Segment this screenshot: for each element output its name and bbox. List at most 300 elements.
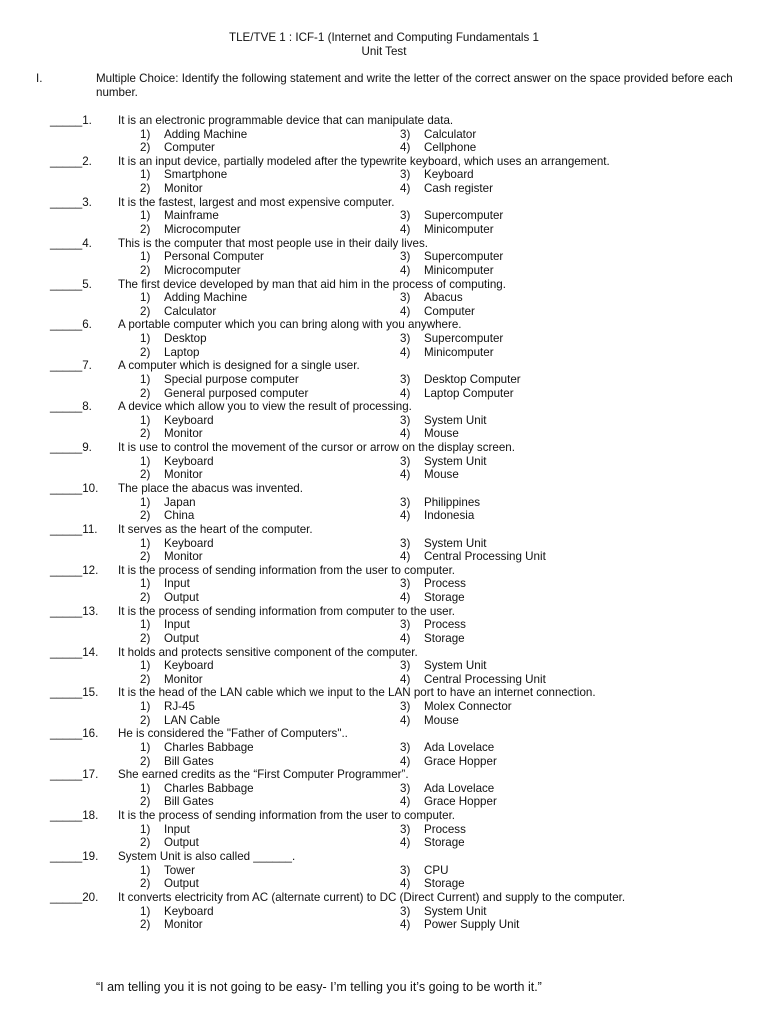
option-text: Keyboard bbox=[424, 168, 474, 182]
answer-blank[interactable]: _____15. bbox=[50, 686, 99, 700]
option-text: Output bbox=[164, 590, 199, 604]
question-item bbox=[0, 523, 768, 564]
question-line bbox=[50, 318, 462, 332]
option-row bbox=[140, 509, 740, 523]
question-text: It is an electronic programmable device that can manipulate data. bbox=[118, 114, 454, 127]
option-number: 2) bbox=[140, 795, 151, 809]
question-text: It is the fastest, largest and most expensive computer. bbox=[118, 195, 395, 209]
option-text: Input bbox=[164, 618, 190, 632]
option-row bbox=[140, 591, 740, 605]
option-number: 4) bbox=[400, 713, 411, 727]
option-number: 2) bbox=[140, 345, 151, 359]
answer-option bbox=[400, 632, 465, 646]
option-text: Calculator bbox=[424, 127, 477, 141]
option-text: Microcomputer bbox=[164, 263, 241, 277]
answer-option bbox=[140, 509, 194, 523]
option-text: Minicomputer bbox=[424, 263, 494, 277]
option-number: 3) bbox=[400, 413, 411, 427]
option-row bbox=[140, 632, 740, 646]
option-number: 4) bbox=[400, 918, 411, 932]
option-text: System Unit bbox=[424, 454, 487, 468]
answer-option bbox=[400, 577, 466, 591]
option-text: Supercomputer bbox=[424, 250, 504, 264]
answer-option bbox=[400, 864, 448, 878]
option-text: Cellphone bbox=[424, 141, 477, 155]
answer-option bbox=[140, 659, 214, 673]
option-number: 3) bbox=[400, 495, 411, 509]
question-line bbox=[50, 686, 596, 700]
answer-option bbox=[140, 427, 203, 441]
option-text: Calculator bbox=[164, 304, 217, 318]
option-text: Minicomputer bbox=[424, 345, 494, 359]
option-row bbox=[140, 714, 740, 728]
option-text: Monitor bbox=[164, 672, 203, 686]
option-text: LAN Cable bbox=[164, 713, 221, 727]
option-text: Storage bbox=[424, 590, 465, 604]
option-number: 2) bbox=[140, 386, 151, 400]
option-number: 1) bbox=[140, 618, 151, 632]
option-text: Bill Gates bbox=[164, 754, 214, 768]
option-number: 4) bbox=[400, 304, 411, 318]
option-number: 3) bbox=[400, 372, 411, 386]
option-number: 1) bbox=[140, 168, 151, 182]
option-row bbox=[140, 305, 740, 319]
question-line bbox=[50, 645, 418, 660]
option-text: Japan bbox=[164, 495, 196, 509]
option-number: 2) bbox=[140, 468, 151, 482]
option-text: System Unit bbox=[424, 904, 487, 918]
question-line bbox=[50, 809, 456, 823]
answer-option bbox=[400, 332, 503, 346]
option-number: 1) bbox=[140, 291, 151, 305]
option-number: 1) bbox=[140, 250, 151, 264]
option-text: Input bbox=[164, 822, 190, 836]
question-text: She earned credits as the “First Computer Programmer”. bbox=[118, 768, 409, 782]
option-row bbox=[140, 250, 740, 264]
answer-option bbox=[140, 373, 299, 387]
option-text: Laptop Computer bbox=[424, 386, 514, 400]
option-number: 1) bbox=[140, 700, 151, 714]
answer-option bbox=[140, 550, 203, 564]
question-line bbox=[50, 400, 412, 414]
option-number: 3) bbox=[400, 577, 411, 591]
option-text: Output bbox=[164, 631, 199, 645]
option-text: General purposed computer bbox=[164, 386, 309, 400]
option-text: Mouse bbox=[424, 468, 459, 482]
question-item bbox=[0, 564, 768, 605]
option-row bbox=[140, 414, 740, 428]
answer-option bbox=[140, 250, 264, 264]
answer-option bbox=[140, 795, 214, 809]
option-text: Monitor bbox=[164, 550, 203, 564]
answer-option bbox=[140, 496, 196, 510]
option-number: 4) bbox=[400, 672, 411, 686]
answer-blank[interactable]: _____1. bbox=[50, 114, 92, 127]
option-row bbox=[140, 182, 740, 196]
answer-option bbox=[400, 128, 476, 142]
option-row bbox=[140, 373, 740, 387]
question-text: System Unit is also called ______. bbox=[118, 850, 296, 864]
option-row bbox=[140, 468, 740, 482]
option-number: 1) bbox=[140, 332, 151, 346]
answer-option bbox=[140, 387, 308, 401]
option-text: Ada Lovelace bbox=[424, 781, 495, 795]
answer-option bbox=[140, 305, 216, 319]
option-row bbox=[140, 264, 740, 278]
option-number: 2) bbox=[140, 590, 151, 604]
question-text: It is the process of sending information from the user to computer. bbox=[118, 809, 456, 823]
answer-option bbox=[400, 905, 487, 919]
option-row bbox=[140, 168, 740, 182]
answer-option bbox=[140, 346, 199, 360]
question-line bbox=[50, 195, 395, 210]
option-number: 1) bbox=[140, 536, 151, 550]
option-row bbox=[140, 673, 740, 687]
section-instructions: Multiple Choice: Identify the following statement and write the letter of the correct answer on the space provided before each number. bbox=[96, 72, 733, 99]
option-text: Laptop bbox=[164, 345, 200, 359]
question-item bbox=[0, 646, 768, 687]
answer-option bbox=[400, 305, 475, 319]
option-number: 2) bbox=[140, 631, 151, 645]
answer-blank[interactable]: _____10. bbox=[50, 482, 99, 496]
option-text: Molex Connector bbox=[424, 700, 512, 714]
answer-option bbox=[400, 550, 546, 564]
answer-option bbox=[140, 168, 227, 182]
answer-option bbox=[140, 591, 199, 605]
question-item bbox=[0, 318, 768, 359]
question-text: A portable computer which you can bring along with you anywhere. bbox=[118, 318, 462, 332]
option-row bbox=[140, 209, 740, 223]
option-number: 4) bbox=[400, 754, 411, 768]
option-number: 4) bbox=[400, 468, 411, 482]
option-row bbox=[140, 455, 740, 469]
option-text: Supercomputer bbox=[424, 209, 504, 223]
option-row bbox=[140, 577, 740, 591]
answer-blank[interactable]: _____9. bbox=[50, 441, 92, 455]
option-row bbox=[140, 387, 740, 401]
option-number: 2) bbox=[140, 836, 151, 850]
question-text: He is considered the "Father of Computers".. bbox=[118, 727, 348, 741]
option-number: 3) bbox=[400, 127, 411, 141]
question-line bbox=[50, 850, 296, 864]
answer-blank[interactable]: _____2. bbox=[50, 154, 92, 168]
answer-option bbox=[140, 741, 254, 755]
answer-option bbox=[140, 577, 190, 591]
option-number: 2) bbox=[140, 427, 151, 441]
document-title bbox=[0, 31, 768, 59]
answer-option bbox=[140, 823, 190, 837]
option-text: Input bbox=[164, 577, 190, 591]
answer-option bbox=[140, 755, 214, 769]
option-row bbox=[140, 918, 740, 932]
question-item bbox=[0, 400, 768, 441]
question-line bbox=[50, 727, 348, 741]
question-item bbox=[0, 278, 768, 319]
answer-blank[interactable]: _____11. bbox=[50, 522, 98, 536]
answer-option bbox=[140, 455, 214, 469]
option-text: Keyboard bbox=[164, 659, 214, 673]
answer-option bbox=[140, 632, 199, 646]
option-text: Output bbox=[164, 877, 199, 891]
question-list bbox=[0, 114, 768, 932]
answer-option bbox=[140, 537, 214, 551]
option-text: Computer bbox=[424, 304, 475, 318]
answer-option bbox=[140, 468, 203, 482]
option-text: Mouse bbox=[424, 427, 459, 441]
option-number: 1) bbox=[140, 454, 151, 468]
option-number: 1) bbox=[140, 495, 151, 509]
answer-option bbox=[400, 468, 459, 482]
answer-blank[interactable]: _____12. bbox=[50, 563, 99, 577]
answer-option bbox=[140, 618, 190, 632]
answer-option bbox=[140, 673, 203, 687]
answer-option bbox=[400, 373, 521, 387]
answer-option bbox=[400, 836, 465, 850]
answer-option bbox=[400, 795, 497, 809]
option-number: 4) bbox=[400, 141, 411, 155]
answer-blank[interactable]: _____18. bbox=[50, 809, 99, 823]
question-line bbox=[50, 890, 626, 905]
option-number: 3) bbox=[400, 822, 411, 836]
answer-option bbox=[400, 427, 459, 441]
question-text: It serves as the heart of the computer. bbox=[118, 522, 313, 536]
option-row bbox=[140, 291, 740, 305]
option-number: 3) bbox=[400, 291, 411, 305]
question-item bbox=[0, 155, 768, 196]
answer-option bbox=[400, 496, 480, 510]
option-text: Keyboard bbox=[164, 454, 214, 468]
answer-blank[interactable]: _____4. bbox=[50, 236, 92, 250]
answer-option bbox=[140, 182, 203, 196]
option-text: CPU bbox=[424, 863, 449, 877]
option-number: 3) bbox=[400, 863, 411, 877]
option-number: 1) bbox=[140, 413, 151, 427]
option-text: Mouse bbox=[424, 713, 459, 727]
option-text: Computer bbox=[164, 141, 215, 155]
answer-option bbox=[400, 918, 519, 932]
option-row bbox=[140, 128, 740, 142]
option-number: 1) bbox=[140, 863, 151, 877]
option-row bbox=[140, 223, 740, 237]
option-number: 1) bbox=[140, 740, 151, 754]
question-line bbox=[50, 522, 313, 537]
option-text: Monitor bbox=[164, 182, 203, 196]
option-number: 2) bbox=[140, 672, 151, 686]
option-text: Grace Hopper bbox=[424, 795, 497, 809]
answer-option bbox=[140, 836, 199, 850]
option-number: 4) bbox=[400, 590, 411, 604]
option-text: Power Supply Unit bbox=[424, 918, 520, 932]
option-number: 3) bbox=[400, 659, 411, 673]
option-number: 2) bbox=[140, 141, 151, 155]
option-text: Adding Machine bbox=[164, 291, 248, 305]
option-text: Keyboard bbox=[164, 413, 214, 427]
option-row bbox=[140, 905, 740, 919]
question-item bbox=[0, 114, 768, 155]
question-item bbox=[0, 441, 768, 482]
option-text: Storage bbox=[424, 877, 465, 891]
answer-blank[interactable]: _____8. bbox=[50, 400, 92, 414]
option-row bbox=[140, 332, 740, 346]
answer-option bbox=[400, 250, 503, 264]
question-text: It is the process of sending information from computer to the user. bbox=[118, 604, 456, 618]
option-number: 4) bbox=[400, 345, 411, 359]
answer-option bbox=[140, 877, 199, 891]
question-text: The place the abacus was invented. bbox=[118, 482, 303, 496]
answer-option bbox=[400, 387, 514, 401]
option-number: 1) bbox=[140, 904, 151, 918]
question-text: This is the computer that most people use in their daily lives. bbox=[118, 236, 428, 250]
option-number: 4) bbox=[400, 386, 411, 400]
answer-option bbox=[400, 182, 493, 196]
option-row bbox=[140, 550, 740, 564]
question-line bbox=[50, 482, 303, 496]
option-text: Supercomputer bbox=[424, 332, 504, 346]
section-number: I. bbox=[36, 72, 43, 85]
answer-option bbox=[400, 700, 512, 714]
option-number: 3) bbox=[400, 700, 411, 714]
option-text: Charles Babbage bbox=[164, 740, 254, 754]
answer-blank[interactable]: _____3. bbox=[50, 195, 92, 209]
option-text: Process bbox=[424, 822, 466, 836]
answer-option bbox=[400, 537, 487, 551]
option-number: 3) bbox=[400, 536, 411, 550]
question-item bbox=[0, 768, 768, 809]
option-text: Minicomputer bbox=[424, 222, 494, 236]
option-text: Special purpose computer bbox=[164, 372, 299, 386]
option-text: Monitor bbox=[164, 918, 203, 932]
answer-blank[interactable]: _____16. bbox=[50, 727, 99, 741]
option-text: Monitor bbox=[164, 468, 203, 482]
answer-option bbox=[400, 168, 474, 182]
option-row bbox=[140, 795, 740, 809]
answer-blank[interactable]: _____17. bbox=[50, 768, 99, 782]
option-text: Output bbox=[164, 836, 199, 850]
answer-option bbox=[400, 714, 459, 728]
question-line bbox=[50, 768, 409, 782]
option-text: Storage bbox=[424, 631, 465, 645]
answer-option bbox=[400, 209, 503, 223]
option-number: 2) bbox=[140, 263, 151, 277]
option-text: Bill Gates bbox=[164, 795, 214, 809]
option-row bbox=[140, 659, 740, 673]
option-text: Tower bbox=[164, 863, 195, 877]
option-number: 3) bbox=[400, 781, 411, 795]
option-number: 3) bbox=[400, 209, 411, 223]
question-item bbox=[0, 359, 768, 400]
option-number: 1) bbox=[140, 372, 151, 386]
answer-option bbox=[400, 755, 497, 769]
answer-option bbox=[400, 141, 476, 155]
question-line bbox=[50, 441, 515, 455]
question-item bbox=[0, 237, 768, 278]
answer-blank[interactable]: _____6. bbox=[50, 318, 92, 332]
answer-option bbox=[400, 509, 474, 523]
option-row bbox=[140, 782, 740, 796]
question-text: The first device developed by man that aid him in the process of computing. bbox=[118, 277, 506, 291]
answer-blank[interactable]: _____20. bbox=[50, 890, 99, 904]
option-number: 1) bbox=[140, 822, 151, 836]
answer-option bbox=[400, 264, 494, 278]
option-text: RJ-45 bbox=[164, 700, 195, 714]
option-text: Adding Machine bbox=[164, 127, 248, 141]
answer-option bbox=[140, 714, 220, 728]
option-number: 4) bbox=[400, 550, 411, 564]
option-number: 2) bbox=[140, 918, 151, 932]
option-number: 1) bbox=[140, 209, 151, 223]
option-number: 4) bbox=[400, 631, 411, 645]
option-number: 3) bbox=[400, 168, 411, 182]
answer-option bbox=[140, 782, 254, 796]
option-number: 3) bbox=[400, 332, 411, 346]
title-line-2: Unit Test bbox=[361, 45, 407, 58]
answer-option bbox=[400, 455, 487, 469]
answer-option bbox=[140, 700, 195, 714]
option-text: Desktop Computer bbox=[424, 372, 521, 386]
answer-option bbox=[140, 332, 207, 346]
answer-blank[interactable]: _____7. bbox=[50, 359, 92, 373]
option-number: 2) bbox=[140, 877, 151, 891]
option-text: Grace Hopper bbox=[424, 754, 497, 768]
option-number: 3) bbox=[400, 740, 411, 754]
option-row bbox=[140, 755, 740, 769]
option-row bbox=[140, 864, 740, 878]
option-row bbox=[140, 700, 740, 714]
option-number: 1) bbox=[140, 127, 151, 141]
answer-blank[interactable]: _____5. bbox=[50, 277, 92, 291]
answer-option bbox=[400, 673, 546, 687]
answer-option bbox=[140, 128, 247, 142]
option-text: Keyboard bbox=[164, 904, 214, 918]
option-row bbox=[140, 427, 740, 441]
answer-option bbox=[400, 618, 466, 632]
answer-option bbox=[140, 918, 203, 932]
option-number: 4) bbox=[400, 877, 411, 891]
answer-option bbox=[140, 264, 241, 278]
answer-blank[interactable]: _____13. bbox=[50, 604, 99, 618]
answer-option bbox=[400, 782, 494, 796]
answer-option bbox=[400, 659, 487, 673]
option-text: Ada Lovelace bbox=[424, 740, 495, 754]
option-number: 2) bbox=[140, 713, 151, 727]
answer-blank[interactable]: _____19. bbox=[50, 850, 99, 864]
option-row bbox=[140, 823, 740, 837]
answer-option bbox=[400, 591, 465, 605]
option-text: Keyboard bbox=[164, 536, 214, 550]
question-line bbox=[50, 359, 360, 373]
answer-option bbox=[400, 223, 494, 237]
question-item bbox=[0, 850, 768, 891]
option-number: 2) bbox=[140, 222, 151, 236]
option-row bbox=[140, 741, 740, 755]
question-text: A device which allow you to view the result of processing. bbox=[118, 400, 412, 414]
answer-option bbox=[140, 209, 219, 223]
option-text: Central Processing Unit bbox=[424, 672, 546, 686]
question-line bbox=[50, 154, 610, 169]
answer-option bbox=[400, 346, 494, 360]
option-text: China bbox=[164, 509, 195, 523]
motivational-quote: “I am telling you it is not going to be easy- I’m telling you it’s going to be worth it.” bbox=[96, 980, 542, 994]
option-number: 4) bbox=[400, 263, 411, 277]
answer-option bbox=[140, 291, 247, 305]
option-row bbox=[140, 141, 740, 155]
answer-option bbox=[140, 223, 241, 237]
answer-blank[interactable]: _____14. bbox=[50, 645, 99, 659]
title-line-1: TLE/TVE 1 : ICF-1 (Internet and Computing Fundamentals 1 bbox=[229, 31, 539, 44]
option-text: Monitor bbox=[164, 427, 203, 441]
question-item bbox=[0, 686, 768, 727]
option-text: Mainframe bbox=[164, 209, 219, 223]
